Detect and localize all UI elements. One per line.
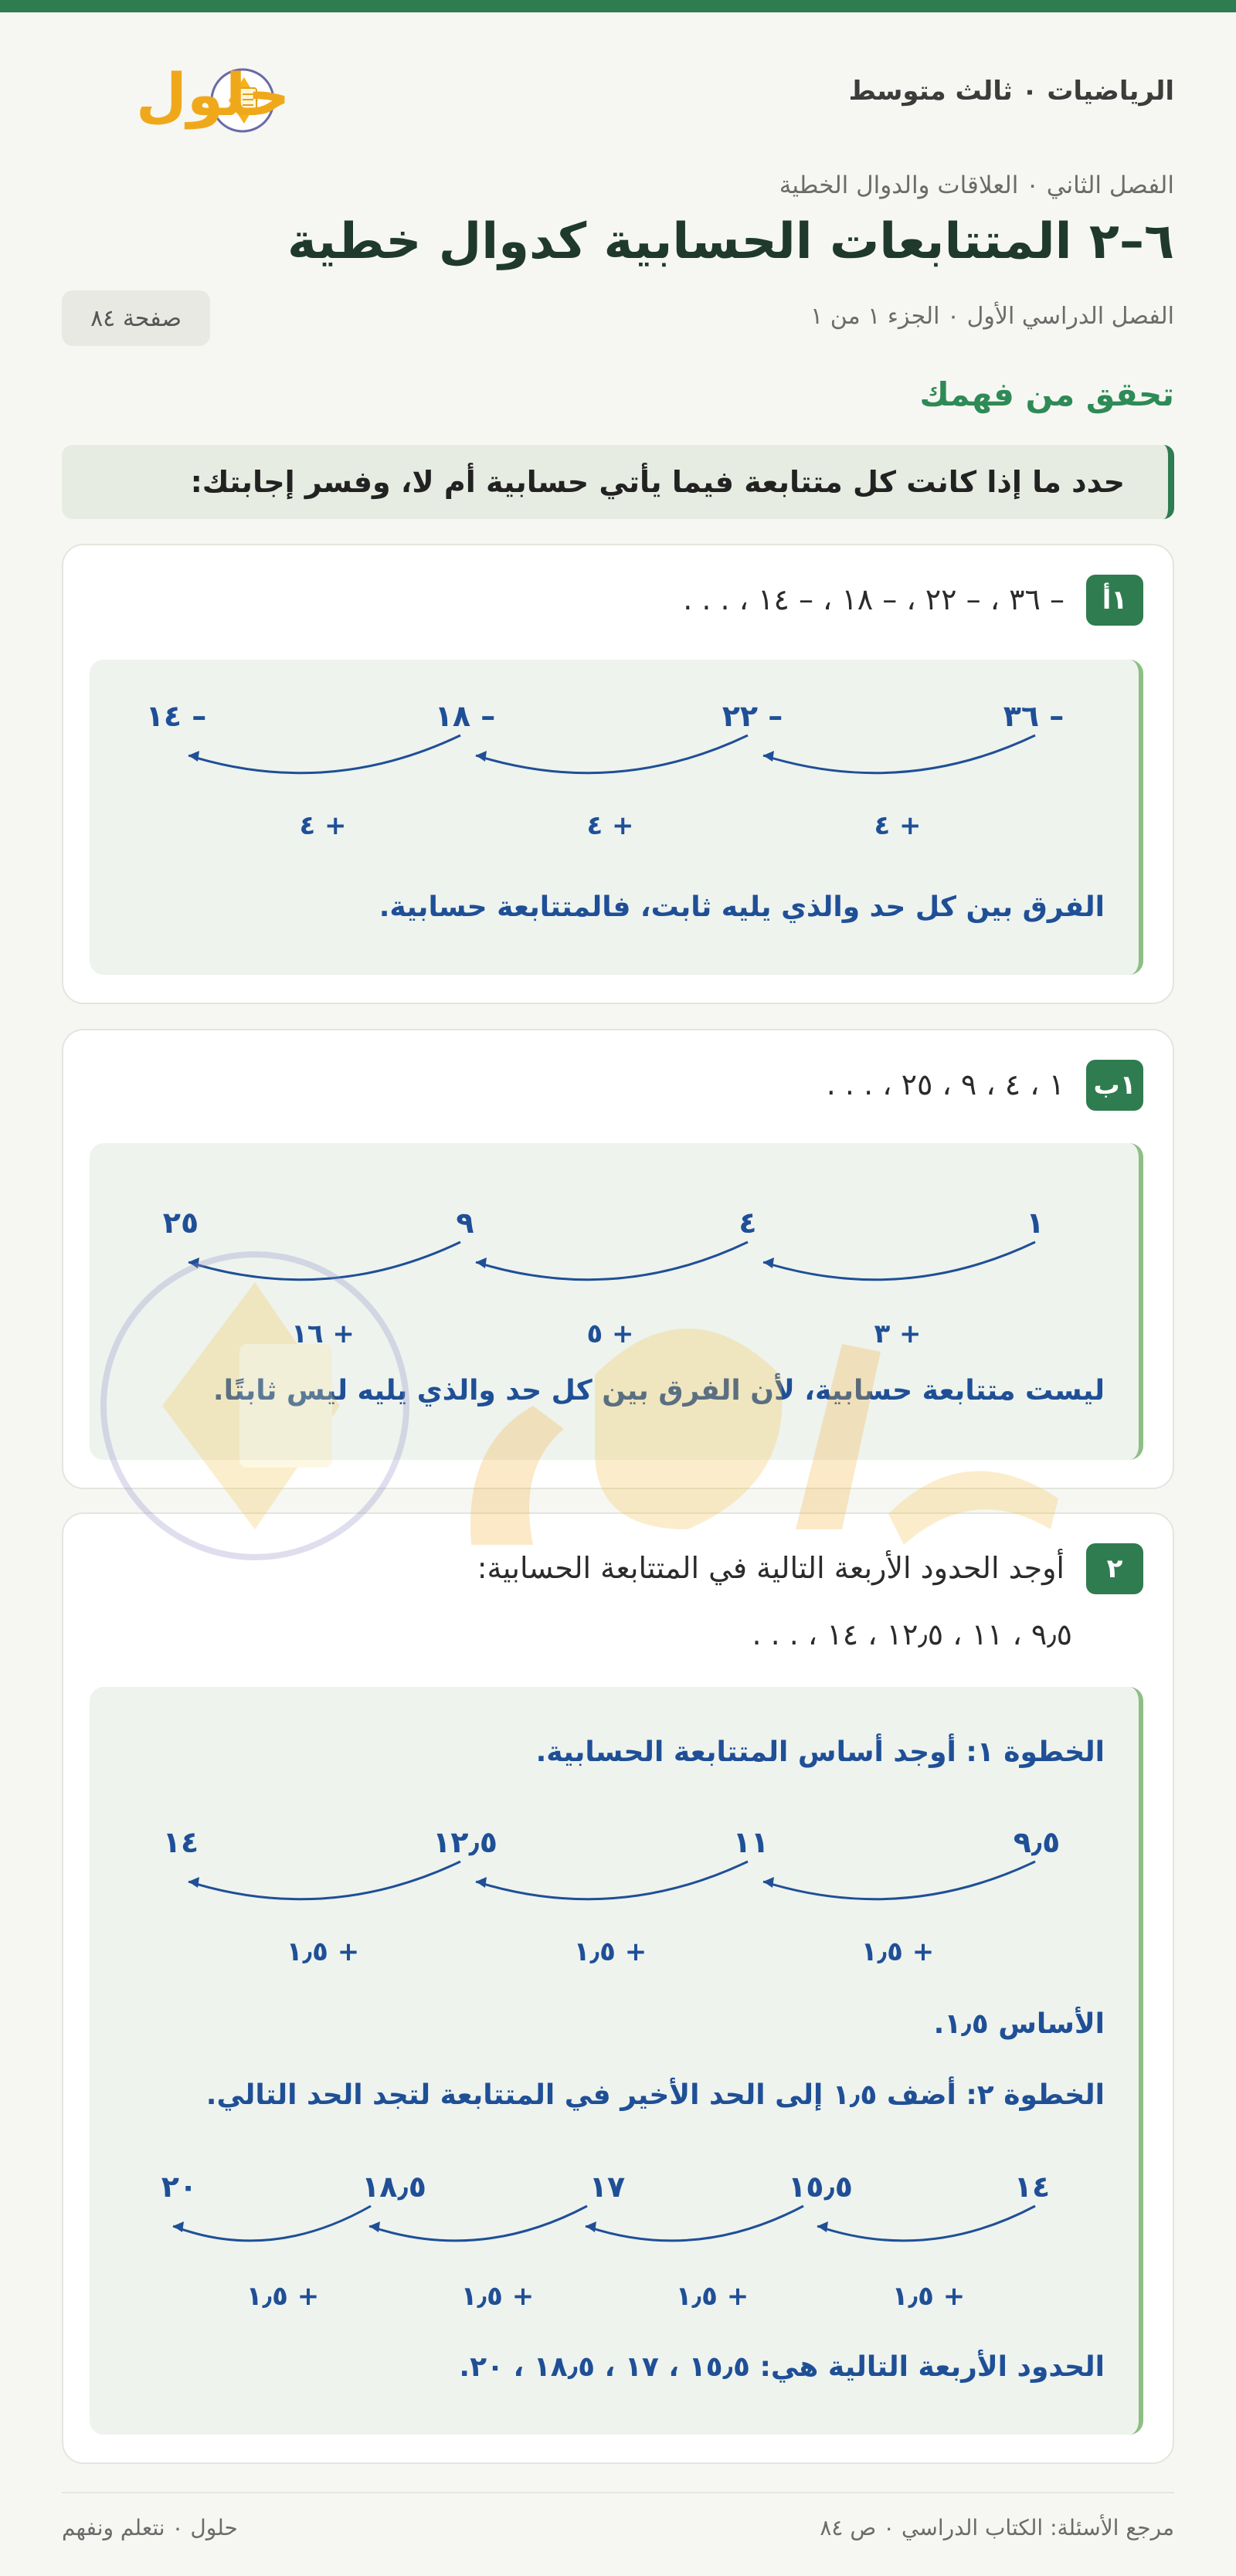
logo-wordmark: حلول [136,60,290,129]
difference-label: + ١٫٥ [891,2281,966,2312]
sequence-term: – ١٨ [434,699,496,733]
difference-label: + ١٫٥ [675,2281,749,2312]
question-card-1a [62,544,1174,1004]
question-text: ١ ، ٤ ، ٩ ، ٢٥ ، . . . [826,1067,1065,1101]
sequence-term: ٩٫٥ [1013,1825,1061,1859]
sequence-diagram [90,660,1143,975]
sequence-term: ١١ [732,1825,769,1859]
difference-label: + ٤ [586,810,634,841]
difference-label: + ١٫٥ [861,1936,935,1967]
step-2-text: الخطوة ٢: أضف ١٫٥ إلى الحد الأخير في المتتابعة لتجد الحد التالي. [205,2079,1105,2111]
difference-label: + ٤ [299,810,347,841]
difference-label: + ٥ [586,1319,634,1349]
sequence-term: ٢٠ [161,2170,198,2204]
answer-text: الحدود الأربعة التالية هي: ١٥٫٥ ، ١٧ ، ١٨٫٥ ، ٢٠. [459,2351,1105,2383]
sequence-term: ١٤ [1014,2170,1051,2204]
step-1-text: الخطوة ١: أوجد أساس المتتابعة الحسابية. [535,1736,1105,1768]
hulool-logo[interactable] [62,60,290,134]
sequence-term: ١٤ [162,1825,199,1859]
top-accent-bar [0,0,1236,12]
sequence-term: ٩ [456,1206,474,1240]
question-sequence: ٩٫٥ ، ١١ ، ١٢٫٥ ، ١٤ ، . . . [752,1617,1072,1651]
footer-reference: مرجع الأسئلة: الكتاب الدراسي ۰ ص ٨٤ [820,2515,1174,2540]
sequence-term: – ١٤ [145,699,207,733]
footer-divider [62,2492,1174,2493]
sequence-term: – ٣٦ [1003,699,1065,733]
sequence-term: – ٢٢ [722,699,783,733]
difference-label: + ١٫٥ [286,1936,360,1967]
sequence-term: ١٢٫٥ [433,1825,497,1859]
sequence-term: ١٧ [589,2170,626,2204]
question-text: أوجد الحدود الأربعة التالية في المتتابعة الحسابية: [477,1551,1065,1585]
difference-label: + ١٦ [291,1319,355,1349]
solution-box [90,1687,1143,2435]
conclusion-text: ليست متتابعة حسابية، لأن الفرق بين كل حد والذي يليه ليس ثابتًا. [212,1375,1105,1407]
sequence-term: ١ [1026,1206,1044,1240]
sequence-diagrams [90,1687,1143,2435]
page-number-badge: صفحة ٨٤ [62,290,210,346]
sequence-term: ٢٥ [162,1206,199,1240]
question-number-badge: ٢ [1086,1543,1143,1594]
difference-label: + ١٫٥ [573,1936,647,1967]
page-header [62,60,1174,134]
sequence-term: ٤ [739,1206,757,1240]
sequence-term: ١٨٫٥ [362,2170,426,2204]
solution-box [90,660,1143,975]
difference-label: + ١٫٥ [460,2281,535,2312]
solution-box [90,1143,1143,1460]
subject-label: الرياضيات ۰ ثالث متوسط [848,76,1174,107]
question-text: – ٣٦ ، – ٢٢ ، – ١٨ ، – ١٤ ، . . . [683,582,1065,616]
base-text: الأساس ١٫٥. [933,2008,1105,2040]
difference-label: + ٤ [874,810,922,841]
lesson-title: ٦–٢ المتتابعات الحسابية كدوال خطية [287,213,1174,270]
sequence-diagram [90,1143,1143,1460]
question-card-2 [62,1512,1174,2464]
chapter-label: الفصل الثاني ۰ العلاقات والدوال الخطية [779,171,1174,199]
difference-label: + ١٫٥ [246,2281,320,2312]
instruction-box: حدد ما إذا كانت كل متتابعة فيما يأتي حسابية أم لا، وفسر إجابتك: [62,445,1174,519]
question-number-badge: ١أ [1086,575,1143,626]
conclusion-text: الفرق بين كل حد والذي يليه ثابت، فالمتتابعة حسابية. [379,891,1105,923]
question-card-1b [62,1029,1174,1489]
question-number-badge: ١ب [1086,1060,1143,1111]
footer-brand: حلول ۰ نتعلم ونفهم [62,2515,238,2540]
section-title: تحقق من فهمك [919,375,1174,413]
semester-label: الفصل الدراسي الأول ۰ الجزء ١ من ١ [810,303,1174,330]
difference-label: + ٣ [874,1319,922,1349]
sequence-term: ١٥٫٥ [788,2170,853,2204]
